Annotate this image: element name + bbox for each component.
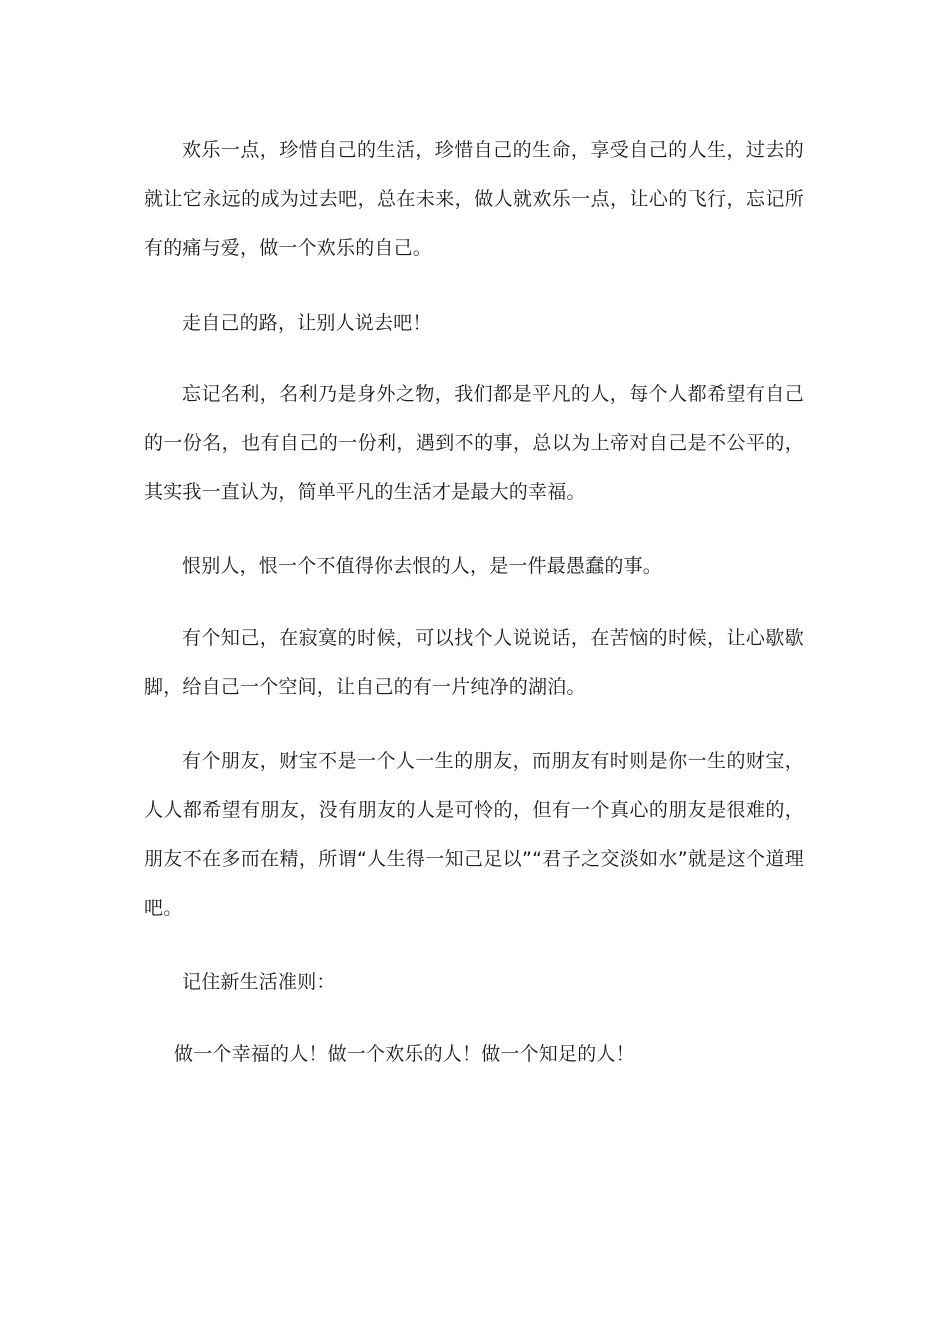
paragraph-own-path: 走自己的路，让别人说去吧！ xyxy=(182,312,432,334)
paragraph-forget-fame: 忘记名利，名利乃是身外之物，我们都是平凡的人，每个人都希望有自己的一份名，也有自己的一份利，遇到不的事，总以为上帝对自己是不公平的，其实我一直认为，简单平凡的生活才是最大的幸福。 xyxy=(144,383,804,503)
paragraph-enjoy-life: 欢乐一点，珍惜自己的生活，珍惜自己的生命，享受自己的人生，过去的就让它永远的成为过去吧，总在未来，做人就欢乐一点，让心的飞行，忘记所有的痛与爱，做一个欢乐的自己。 xyxy=(144,139,804,259)
paragraph-rules-heading: 记住新生活准则： xyxy=(182,971,336,993)
paragraph-rules: 做一个幸福的人！做一个欢乐的人！做一个知足的人！ xyxy=(174,1043,635,1065)
paragraph-hate: 恨别人，恨一个不值得你去恨的人，是一件最愚蠢的事。 xyxy=(182,555,663,577)
paragraph-confidant: 有个知己，在寂寞的时候，可以找个人说说话，在苦恼的时候，让心歇歇脚，给自己一个空间，让自己的有一片纯净的湖泊。 xyxy=(144,627,804,698)
paragraph-friends: 有个朋友，财宝不是一个人一生的朋友，而朋友有时则是你一生的财宝，人人都希望有朋友，没有朋友的人是可怜的，但有一个真心的朋友是很难的，朋友不在多而在精，所谓“人生得一知己足以”“君子之交淡如水”就是这个道理吧。 xyxy=(144,750,804,919)
